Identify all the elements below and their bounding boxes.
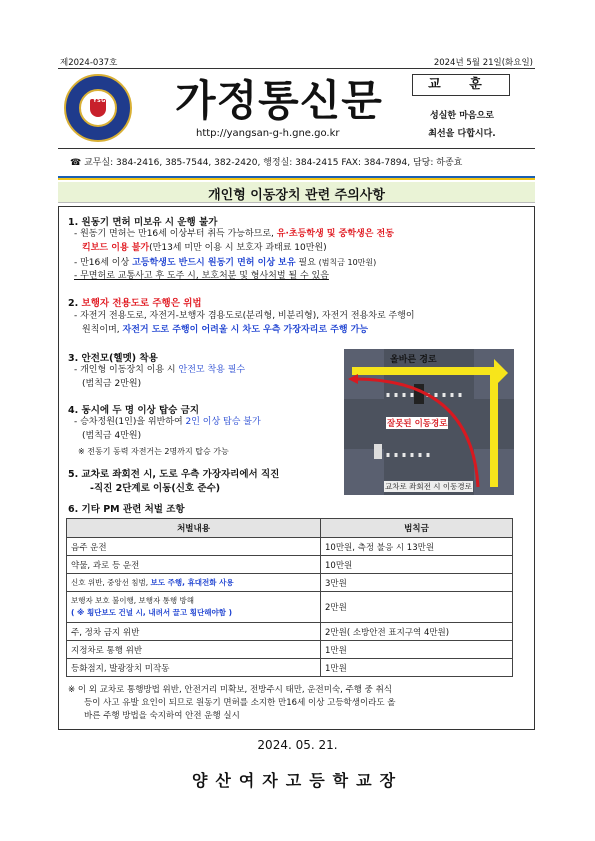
headline: 개인형 이동장치 관련 주의사항 bbox=[208, 188, 385, 203]
table-row: 지정차로 통행 위반 1만원 bbox=[67, 641, 513, 659]
school-url[interactable]: http://yangsan-g-h.gne.go.kr bbox=[196, 128, 340, 139]
section-4-line: - 승차정원(1인)을 위반하여 2인 이상 탑승 불가 bbox=[74, 417, 261, 427]
table-row: 신호 위반, 중앙선 침범, 보도 주행, 휴대전화 사용 3만원 bbox=[67, 574, 513, 592]
section-1-line: - 원동기 면허는 만16세 이상부터 취득 가능하므로, 유·초등학생 및 중학생은 전동 bbox=[74, 229, 394, 239]
note-line: ※ 이 외 교차로 통행방법 위반, 안전거리 미확보, 전방주시 태만, 운전미숙, 주행 중 취식 bbox=[68, 685, 393, 695]
school-signature: 양산여자고등학교장 bbox=[191, 771, 404, 790]
section-1-line: - 만16세 이상 고등학생도 반드시 원동기 면허 이상 보유 필요 (범칙금 10만원) bbox=[74, 258, 377, 268]
section-2-line: - 자전거 전용도로, 자전거-보행자 겸용도로(분리형, 비분리형), 자전거 전용차로 주행이 bbox=[74, 311, 415, 321]
table-row: 주, 정차 금지 위반 2만원( 소방안전 표지구역 4만원) bbox=[67, 623, 513, 641]
motto-line: 성실한 마음으로 bbox=[430, 111, 494, 121]
table-row: 약물, 과로 등 운전 10만원 bbox=[67, 556, 513, 574]
section-2-title: 2. 보행자 전용도로 주행은 위법 bbox=[68, 298, 202, 309]
table-header: 처벌내용 bbox=[67, 519, 321, 538]
doc-number: 제2024-037호 bbox=[60, 58, 118, 68]
section-3-line: (범칙금 2만원) bbox=[82, 379, 142, 389]
motto-title: 교 훈 bbox=[412, 74, 510, 96]
header-mid-rule bbox=[58, 148, 535, 149]
section-4-title: 4. 동시에 두 명 이상 탑승 금지 bbox=[68, 405, 200, 416]
penalty-table bbox=[66, 518, 513, 677]
contact-info: ☎ 교무실: 384-2416, 385-7544, 382-2420, 행정실: 384-2415 FAX: 384-7894, 담당: 하종효 bbox=[70, 158, 463, 168]
footer-date: 2024. 05. 21. bbox=[257, 738, 338, 752]
doc-date: 2024년 5월 21일(화요일) bbox=[433, 58, 533, 68]
table-header: 범칙금 bbox=[321, 519, 513, 538]
section-3-line: - 개인형 이동장치 이용 시 안전모 착용 필수 bbox=[74, 365, 246, 375]
section-5-line: 5. 교차로 좌회전 시, 도로 우측 가장자리에서 직진 bbox=[68, 469, 280, 480]
section-5-line: -직진 2단계로 이동(신호 준수) bbox=[90, 483, 221, 494]
section-1-line: - 무면허로 교통사고 후 도주 시, 보호처분 및 형사처벌 될 수 있음 bbox=[74, 271, 329, 281]
intersection-photo bbox=[344, 349, 514, 495]
section-2-line: 원칙이며, 자전거 도로 주행이 어려울 시 차도 우측 가장자리로 주행 가능 bbox=[82, 325, 369, 335]
correct-path-label: 올바른 경로 bbox=[390, 355, 437, 365]
newsletter-title: 가정통신문 bbox=[175, 76, 383, 125]
table-row: 보행자 보호 불이행, 보행자 통행 방해 ( ※ 횡단보도 건널 시, 내려서 끌고 횡단해야함 ) 2만원 bbox=[67, 592, 513, 623]
section-3-title: 3. 안전모(헬멧) 착용 bbox=[68, 353, 158, 364]
motto-line: 최선을 다합시다. bbox=[428, 129, 496, 139]
table-row: 음주 운전 10만원, 측정 불응 시 13만원 bbox=[67, 538, 513, 556]
section-4-note: ※ 전동기 동력 자전거는 2명까지 탑승 가능 bbox=[78, 447, 229, 456]
divider-yellow bbox=[58, 178, 535, 180]
section-1-title: 1. 원동기 면허 미보유 시 운행 불가 bbox=[68, 217, 218, 228]
wrong-path-label: 잘못된 이동경로 bbox=[387, 419, 448, 429]
note-line: 바른 주행 방법을 숙지하여 안전 운행 실시 bbox=[84, 711, 240, 721]
table-row: 등화점지, 발광장치 미작동 1만원 bbox=[67, 659, 513, 677]
section-1-line: 킥보드 이용 불가(만13세 미만 이용 시 보호자 과태료 10만원) bbox=[82, 243, 327, 253]
school-logo: YSGH bbox=[64, 74, 132, 142]
section-4-line: (범칙금 4만원) bbox=[82, 431, 142, 441]
section-6-title: 6. 기타 PM 관련 처벌 조항 bbox=[68, 504, 185, 515]
photo-caption: 교차로 좌회전 시 이동경로 bbox=[385, 482, 472, 491]
note-line: 등이 사고 유발 요인이 되므로 원동기 면허를 소지한 만16세 이상 고등학생이라도 올 bbox=[84, 698, 396, 708]
